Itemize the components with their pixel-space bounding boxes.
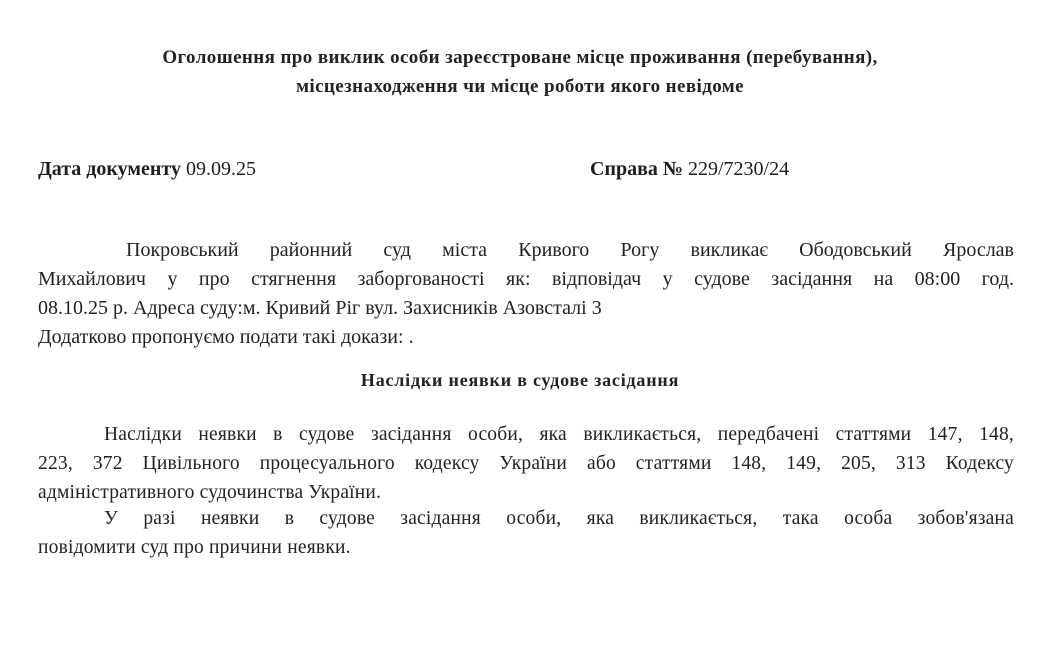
summons-line-4: Додатково пропонуємо подати такі докази: . (38, 326, 414, 348)
case-number-label: Справа № (590, 158, 683, 180)
document-date-label: Дата документу (38, 158, 181, 180)
summons-line-3: 08.10.25 р. Адреса суду:м. Кривий Ріг вул. Захисників Азовсталі 3 (38, 297, 602, 319)
consequences-p2-line-2: повідомити суд про причини неявки. (38, 537, 351, 558)
consequences-paragraph-1 (38, 420, 1014, 507)
case-number-value: 229/7230/24 (688, 158, 790, 180)
notice-title-line-2: місцезнаходження чи місце роботи якого невідоме (296, 76, 744, 97)
summons-paragraph (38, 236, 1014, 352)
consequences-paragraph-2 (38, 504, 1014, 562)
consequences-heading: Наслідки неявки в судове засідання (360, 370, 680, 390)
case-number (590, 158, 789, 181)
summons-line-1: Покровський районний суд міста Кривого Рогу викликає Ободовський Ярослав (126, 239, 1014, 261)
consequences-p1-line-1: Наслідки неявки в судове засідання особи, яка викликається, передбачені статтями 147, 148, (104, 424, 1014, 445)
document-date-value: 09.09.25 (186, 158, 256, 180)
notice-title-line-1: Оголошення про виклик особи зареєстроване місце проживання (перебування), (162, 47, 878, 68)
consequences-p2-line-1: У разі неявки в судове засідання особи, яка викликається, така особа зобов'язана (104, 508, 1014, 529)
consequences-p1-line-2: 223, 372 Цивільного процесуального кодексу України або статтями 148, 149, 205, 313 Кодексу (38, 453, 1014, 474)
document-date (38, 158, 256, 181)
summons-line-2: Михайлович у про стягнення заборгованості як: відповідач у судове засідання на 08:00 год. (38, 268, 1014, 290)
consequences-p1-line-3: адміністративного судочинства України. (38, 482, 382, 503)
